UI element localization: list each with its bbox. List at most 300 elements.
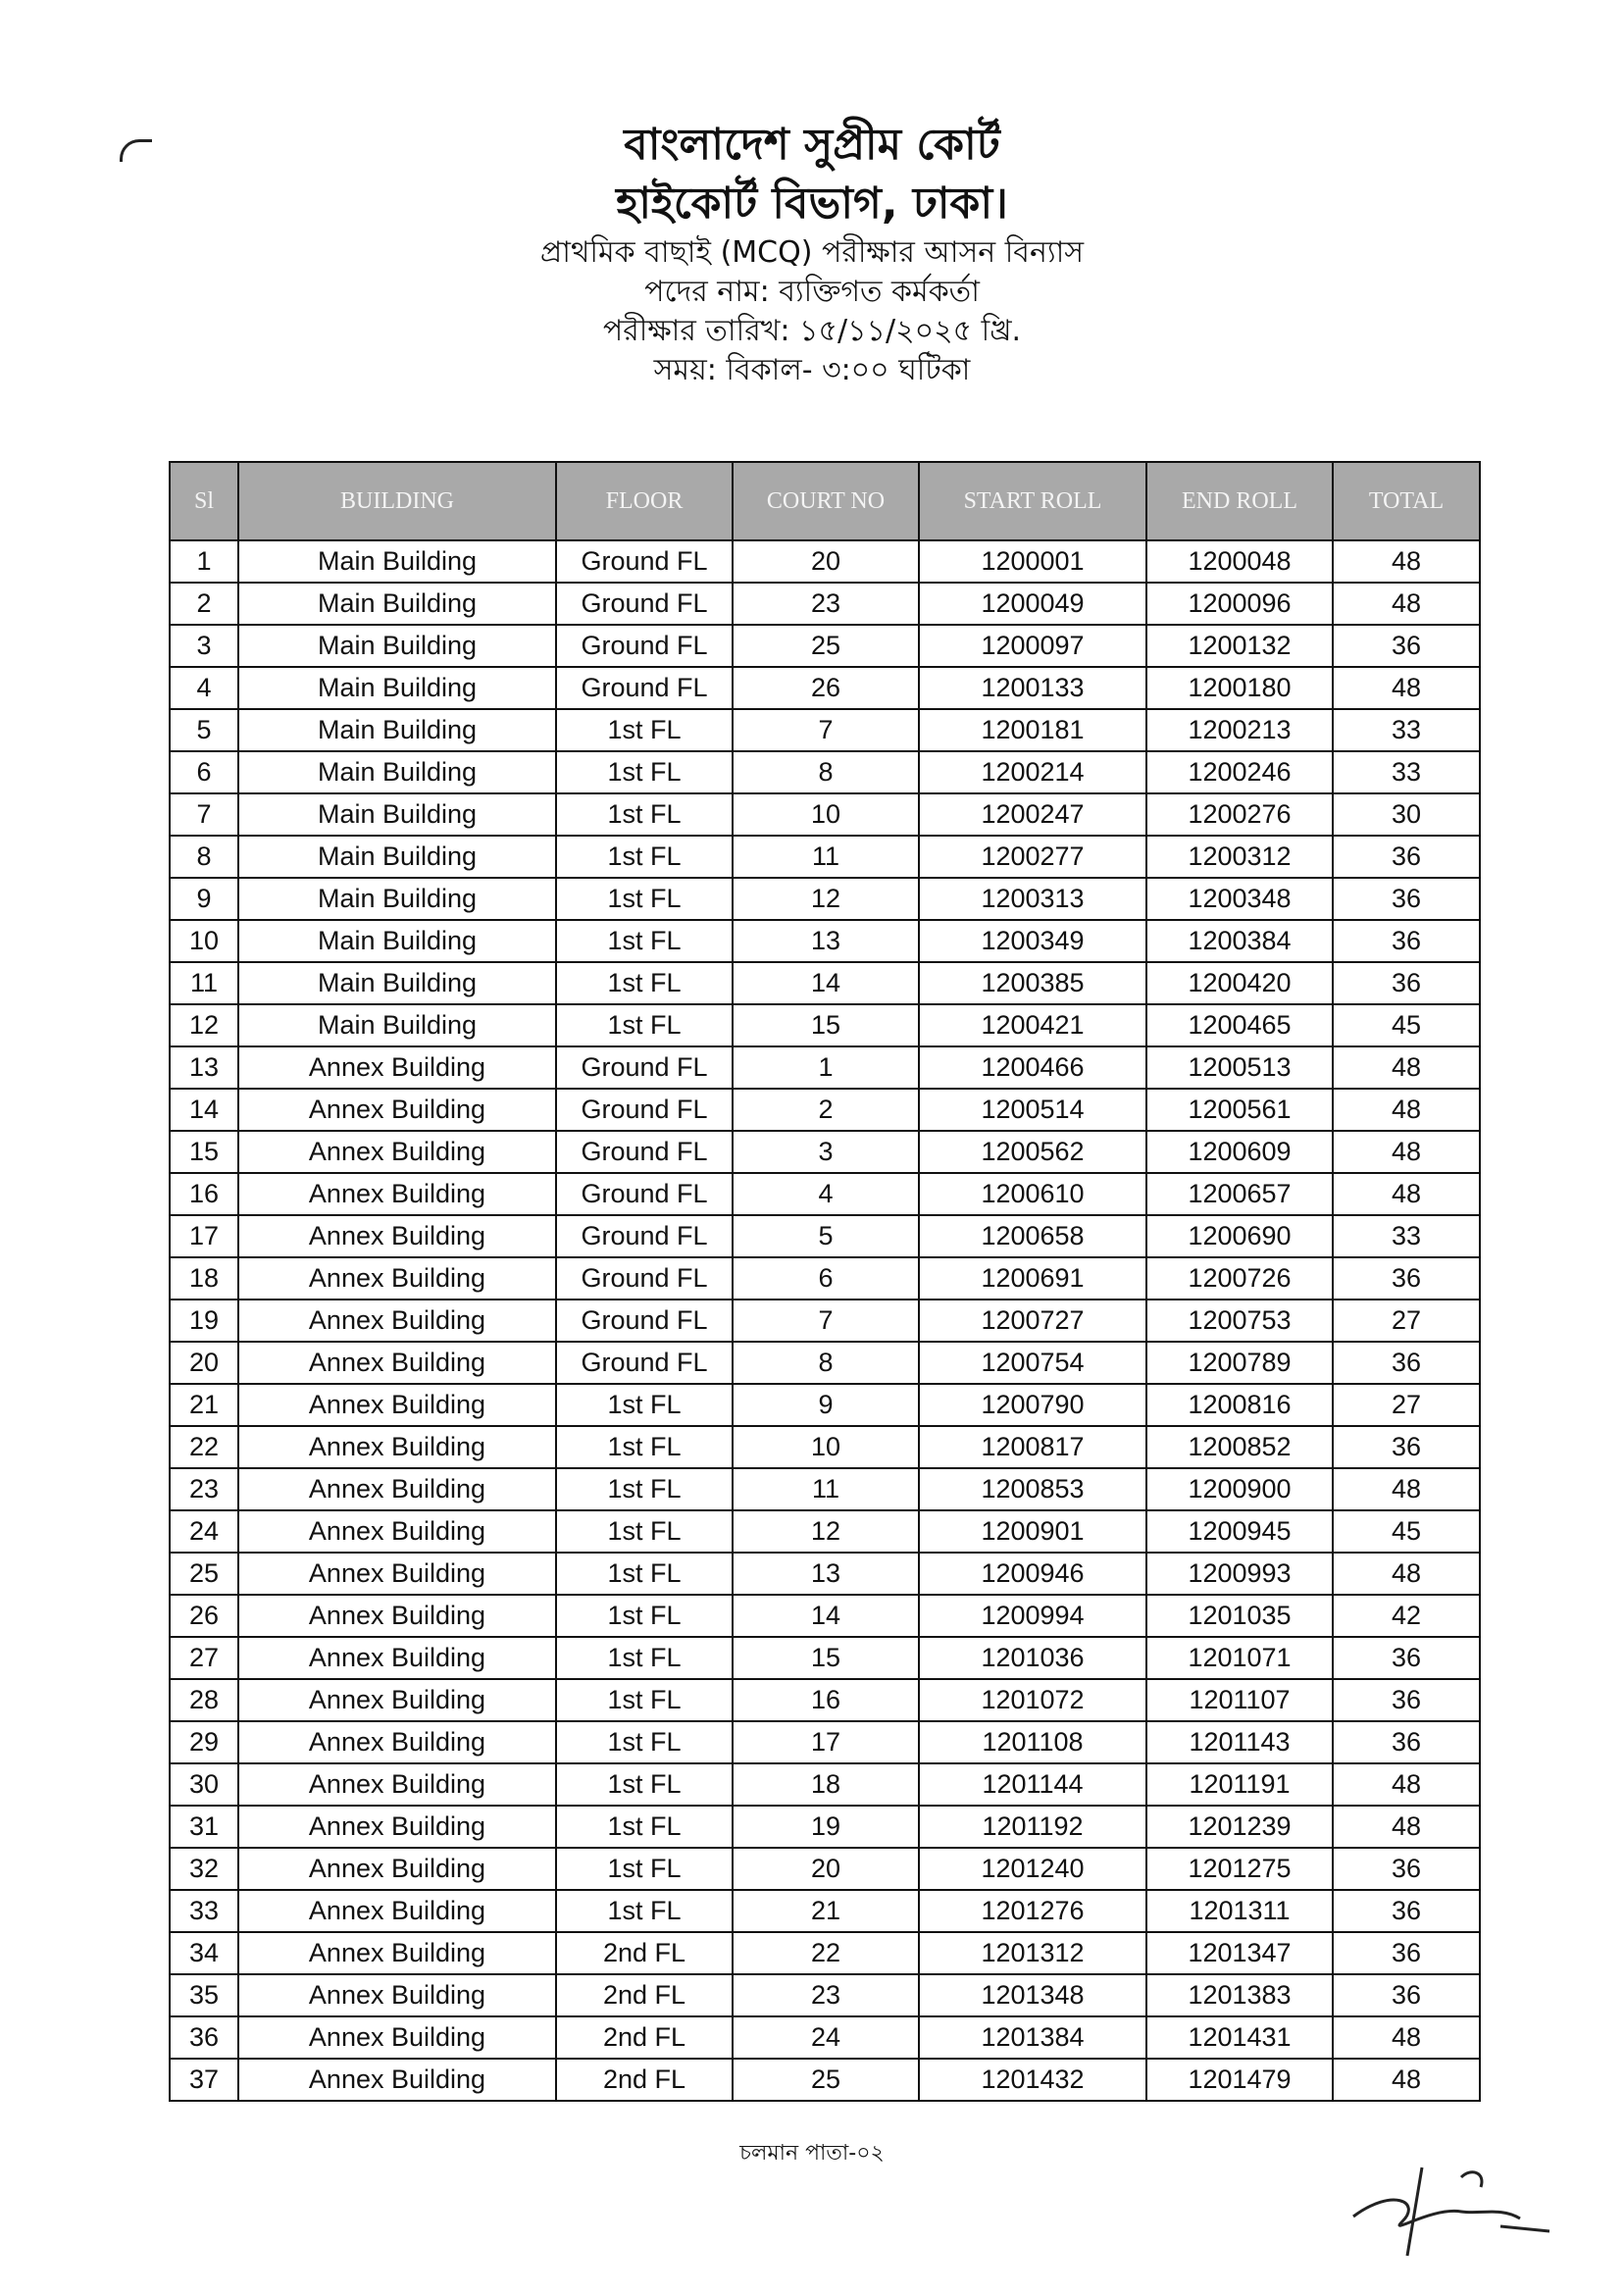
table-cell: 1st FL [556, 709, 733, 751]
table-cell: Main Building [238, 920, 556, 962]
table-cell: 7 [733, 709, 919, 751]
table-cell: 36 [1333, 1257, 1480, 1300]
table-cell: 1200514 [919, 1089, 1146, 1131]
table-cell: 1st FL [556, 920, 733, 962]
table-cell: 1201312 [919, 1932, 1146, 1974]
table-cell: 1st FL [556, 1426, 733, 1468]
table-cell: 1200658 [919, 1215, 1146, 1257]
table-cell: 1200852 [1146, 1426, 1333, 1468]
table-cell: 36 [170, 2016, 238, 2059]
table-cell: 1st FL [556, 1763, 733, 1806]
table-body [170, 540, 1480, 2101]
table-cell: 16 [733, 1679, 919, 1721]
table-cell: Annex Building [238, 1510, 556, 1553]
table-cell: Main Building [238, 878, 556, 920]
table-cell: 4 [170, 667, 238, 709]
table-cell: 1 [733, 1046, 919, 1089]
table-cell: 20 [733, 540, 919, 583]
table-row [170, 1426, 1480, 1468]
table-cell: 32 [170, 1848, 238, 1890]
table-cell: 2nd FL [556, 1932, 733, 1974]
table-cell: 15 [733, 1637, 919, 1679]
table-cell: 1200349 [919, 920, 1146, 962]
table-cell: 1200610 [919, 1173, 1146, 1215]
continuation-note: চলমান পাতা-০২ [739, 2141, 885, 2166]
table-cell: Main Building [238, 540, 556, 583]
table-cell: Annex Building [238, 1932, 556, 1974]
table-cell: 2nd FL [556, 2016, 733, 2059]
seat-plan-table [169, 461, 1481, 2102]
table-cell: 1200946 [919, 1553, 1146, 1595]
table-cell: Main Building [238, 667, 556, 709]
table-cell: 1201192 [919, 1806, 1146, 1848]
table-cell: 21 [733, 1890, 919, 1932]
table-cell: 1200790 [919, 1384, 1146, 1426]
table-row [170, 2016, 1480, 2059]
table-cell: 1200901 [919, 1510, 1146, 1553]
table-cell: Ground FL [556, 1046, 733, 1089]
table-cell: 27 [1333, 1384, 1480, 1426]
table-cell: 10 [170, 920, 238, 962]
table-cell: 14 [733, 1595, 919, 1637]
table-cell: 1200727 [919, 1300, 1146, 1342]
document-header [0, 116, 1624, 390]
table-cell: 1st FL [556, 962, 733, 1004]
table-cell: 36 [1333, 1679, 1480, 1721]
table-row [170, 1468, 1480, 1510]
table-cell: 1201384 [919, 2016, 1146, 2059]
table-cell: 1200097 [919, 625, 1146, 667]
table-cell: 1201035 [1146, 1595, 1333, 1637]
column-header: END ROLL [1146, 462, 1333, 540]
table-cell: Ground FL [556, 1131, 733, 1173]
table-cell: 1201383 [1146, 1974, 1333, 2016]
table-cell: Annex Building [238, 2016, 556, 2059]
table-cell: 14 [733, 962, 919, 1004]
table-cell: 48 [1333, 1553, 1480, 1595]
table-cell: 1200276 [1146, 793, 1333, 836]
column-header: START ROLL [919, 462, 1146, 540]
table-row [170, 625, 1480, 667]
table-row [170, 583, 1480, 625]
table-cell: Annex Building [238, 1300, 556, 1342]
table-cell: 1200384 [1146, 920, 1333, 962]
table-cell: 1201071 [1146, 1637, 1333, 1679]
table-cell: Annex Building [238, 1637, 556, 1679]
table-row [170, 1553, 1480, 1595]
table-row [170, 2059, 1480, 2101]
table-cell: 1st FL [556, 1721, 733, 1763]
column-header: TOTAL [1333, 462, 1480, 540]
table-cell: 45 [1333, 1510, 1480, 1553]
table-cell: Ground FL [556, 667, 733, 709]
table-cell: Annex Building [238, 1131, 556, 1173]
table-cell: 12 [733, 1510, 919, 1553]
table-cell: 17 [170, 1215, 238, 1257]
table-cell: 25 [733, 625, 919, 667]
table-cell: 1201348 [919, 1974, 1146, 2016]
division-title: হাইকোর্ট বিভাগ, ঢাকা। [616, 178, 1008, 229]
table-cell: 6 [170, 751, 238, 793]
table-cell: 10 [733, 1426, 919, 1468]
table-cell: 1200096 [1146, 583, 1333, 625]
table-cell: 36 [1333, 1721, 1480, 1763]
table-cell: Main Building [238, 709, 556, 751]
table-cell: 34 [170, 1932, 238, 1974]
table-cell: Annex Building [238, 1173, 556, 1215]
table-cell: 1st FL [556, 878, 733, 920]
table-cell: 1200789 [1146, 1342, 1333, 1384]
table-cell: 33 [170, 1890, 238, 1932]
table-row [170, 709, 1480, 751]
table-row [170, 1848, 1480, 1890]
table-cell: 3 [170, 625, 238, 667]
table-cell: 14 [170, 1089, 238, 1131]
table-cell: 1200562 [919, 1131, 1146, 1173]
table-cell: 1200993 [1146, 1553, 1333, 1595]
table-cell: 18 [170, 1257, 238, 1300]
table-cell: 1st FL [556, 1848, 733, 1890]
table-cell: 23 [733, 1974, 919, 2016]
table-row [170, 1806, 1480, 1848]
table-cell: Main Building [238, 1004, 556, 1046]
table-cell: 1st FL [556, 1004, 733, 1046]
table-cell: 7 [733, 1300, 919, 1342]
table-cell: 19 [170, 1300, 238, 1342]
table-row [170, 1763, 1480, 1806]
table-row [170, 1384, 1480, 1426]
table-cell: Ground FL [556, 1173, 733, 1215]
table-row [170, 1257, 1480, 1300]
table-cell: 1st FL [556, 1384, 733, 1426]
table-cell: 1200690 [1146, 1215, 1333, 1257]
table-cell: Main Building [238, 836, 556, 878]
table-cell: 1201432 [919, 2059, 1146, 2101]
table-cell: 1200048 [1146, 540, 1333, 583]
table-cell: 1200754 [919, 1342, 1146, 1384]
post-name: পদের নাম: ব্যক্তিগত কর্মকর্তা [644, 275, 980, 309]
table-cell: 2nd FL [556, 2059, 733, 2101]
table-cell: Annex Building [238, 1089, 556, 1131]
table-cell: 33 [1333, 1215, 1480, 1257]
table-cell: 1200049 [919, 583, 1146, 625]
table-cell: 1st FL [556, 793, 733, 836]
table-cell: 48 [1333, 2016, 1480, 2059]
table-cell: 36 [1333, 1890, 1480, 1932]
table-row [170, 1131, 1480, 1173]
table-cell: 1200900 [1146, 1468, 1333, 1510]
table-cell: 27 [1333, 1300, 1480, 1342]
table-cell: 36 [1333, 1848, 1480, 1890]
table-cell: Ground FL [556, 1257, 733, 1300]
table-cell: 19 [733, 1806, 919, 1848]
table-row [170, 836, 1480, 878]
table-cell: 35 [170, 1974, 238, 2016]
table-cell: 1200657 [1146, 1173, 1333, 1215]
table-cell: 1200466 [919, 1046, 1146, 1089]
table-cell: 1st FL [556, 1553, 733, 1595]
table-row [170, 540, 1480, 583]
table-row [170, 1974, 1480, 2016]
exam-title: প্রাথমিক বাছাই (MCQ) পরীক্ষার আসন বিন্যাস [539, 235, 1085, 270]
table-cell: 1200385 [919, 962, 1146, 1004]
table-cell: 25 [733, 2059, 919, 2101]
table-cell: 1200421 [919, 1004, 1146, 1046]
table-cell: 1st FL [556, 1468, 733, 1510]
table-cell: Ground FL [556, 1089, 733, 1131]
table-cell: 2 [733, 1089, 919, 1131]
column-header: BUILDING [238, 462, 556, 540]
table-cell: 12 [170, 1004, 238, 1046]
table-cell: 1200132 [1146, 625, 1333, 667]
table-cell: 1200277 [919, 836, 1146, 878]
table-cell: 26 [733, 667, 919, 709]
table-cell: Main Building [238, 793, 556, 836]
table-cell: 13 [733, 1553, 919, 1595]
table-cell: 31 [170, 1806, 238, 1848]
table-cell: 1200214 [919, 751, 1146, 793]
table-cell: Annex Building [238, 1721, 556, 1763]
table-cell: 2 [170, 583, 238, 625]
table-cell: 1200753 [1146, 1300, 1333, 1342]
table-cell: 1200246 [1146, 751, 1333, 793]
table-row [170, 1342, 1480, 1384]
table-cell: 1201239 [1146, 1806, 1333, 1848]
table-row [170, 1721, 1480, 1763]
table-cell: 36 [1333, 1932, 1480, 1974]
table-cell: 1200313 [919, 878, 1146, 920]
table-cell: 2nd FL [556, 1974, 733, 2016]
table-cell: Annex Building [238, 1553, 556, 1595]
table-cell: 48 [1333, 1468, 1480, 1510]
table-cell: Annex Building [238, 1046, 556, 1089]
table-cell: 15 [733, 1004, 919, 1046]
table-cell: Annex Building [238, 1384, 556, 1426]
table-cell: 17 [733, 1721, 919, 1763]
table-cell: Annex Building [238, 1763, 556, 1806]
exam-time: সময়: বিকাল- ৩:০০ ঘটিকা [653, 353, 971, 387]
table-cell: 20 [733, 1848, 919, 1890]
table-cell: Ground FL [556, 1300, 733, 1342]
table-cell: Annex Building [238, 1595, 556, 1637]
table-cell: 1201431 [1146, 2016, 1333, 2059]
table-cell: 24 [170, 1510, 238, 1553]
table-cell: 1st FL [556, 1890, 733, 1932]
table-cell: Annex Building [238, 1974, 556, 2016]
table-cell: 37 [170, 2059, 238, 2101]
table-cell: 1201479 [1146, 2059, 1333, 2101]
table-cell: 48 [1333, 1089, 1480, 1131]
table-cell: 1201240 [919, 1848, 1146, 1890]
table-cell: 1201191 [1146, 1763, 1333, 1806]
table-cell: 16 [170, 1173, 238, 1215]
table-cell: Ground FL [556, 1342, 733, 1384]
table-row [170, 793, 1480, 836]
table-cell: 36 [1333, 1426, 1480, 1468]
table-cell: 36 [1333, 920, 1480, 962]
table-cell: 6 [733, 1257, 919, 1300]
table-header-row [170, 462, 1480, 540]
table-cell: Annex Building [238, 1468, 556, 1510]
table-cell: 26 [170, 1595, 238, 1637]
table-row [170, 878, 1480, 920]
handwritten-signature-icon [1314, 2148, 1569, 2266]
table-cell: 1st FL [556, 751, 733, 793]
table-cell: 5 [733, 1215, 919, 1257]
table-cell: 1200312 [1146, 836, 1333, 878]
table-cell: Ground FL [556, 540, 733, 583]
table-cell: 36 [1333, 962, 1480, 1004]
table-cell: Ground FL [556, 625, 733, 667]
table-cell: 1200816 [1146, 1384, 1333, 1426]
table-row [170, 751, 1480, 793]
table-row [170, 1890, 1480, 1932]
table-cell: Annex Building [238, 1679, 556, 1721]
table-cell: 25 [170, 1553, 238, 1595]
table-cell: 9 [733, 1384, 919, 1426]
table-cell: 1201072 [919, 1679, 1146, 1721]
table-row [170, 1510, 1480, 1553]
table-cell: 48 [1333, 583, 1480, 625]
table-row [170, 1679, 1480, 1721]
table-cell: 4 [733, 1173, 919, 1215]
table-cell: Annex Building [238, 1215, 556, 1257]
table-cell: 11 [733, 1468, 919, 1510]
table-cell: 11 [170, 962, 238, 1004]
table-cell: 1200348 [1146, 878, 1333, 920]
table-cell: 1 [170, 540, 238, 583]
table-cell: 23 [170, 1468, 238, 1510]
table-cell: 36 [1333, 1974, 1480, 2016]
table-cell: 48 [1333, 1131, 1480, 1173]
table-cell: 1200213 [1146, 709, 1333, 751]
table-cell: 1st FL [556, 1595, 733, 1637]
table-row [170, 1300, 1480, 1342]
table-cell: 13 [733, 920, 919, 962]
table-row [170, 1595, 1480, 1637]
table-cell: 21 [170, 1384, 238, 1426]
table-row [170, 1932, 1480, 1974]
table-cell: Ground FL [556, 583, 733, 625]
table-cell: 1200994 [919, 1595, 1146, 1637]
table-cell: Ground FL [556, 1215, 733, 1257]
table-row [170, 1089, 1480, 1131]
table-row [170, 1637, 1480, 1679]
table-cell: 13 [170, 1046, 238, 1089]
table-cell: 1200691 [919, 1257, 1146, 1300]
table-cell: 1201276 [919, 1890, 1146, 1932]
table-cell: 30 [170, 1763, 238, 1806]
table-cell: 33 [1333, 751, 1480, 793]
table-cell: 1201144 [919, 1763, 1146, 1806]
table-cell: 15 [170, 1131, 238, 1173]
table-cell: 1201036 [919, 1637, 1146, 1679]
table-cell: 1200133 [919, 667, 1146, 709]
table-cell: 1st FL [556, 1679, 733, 1721]
table-cell: 36 [1333, 1342, 1480, 1384]
column-header: COURT NO [733, 462, 919, 540]
table-cell: 1201275 [1146, 1848, 1333, 1890]
table-cell: 1201108 [919, 1721, 1146, 1763]
table-cell: 1200817 [919, 1426, 1146, 1468]
table-cell: 30 [1333, 793, 1480, 836]
table-cell: 1200181 [919, 709, 1146, 751]
table-cell: 3 [733, 1131, 919, 1173]
table-cell: 1201107 [1146, 1679, 1333, 1721]
table-cell: 23 [733, 583, 919, 625]
table-cell: 1st FL [556, 836, 733, 878]
table-cell: Annex Building [238, 1848, 556, 1890]
table-cell: 8 [733, 751, 919, 793]
table-cell: Main Building [238, 625, 556, 667]
table-row [170, 1173, 1480, 1215]
table-cell: 48 [1333, 2059, 1480, 2101]
table-cell: 42 [1333, 1595, 1480, 1637]
table-row [170, 1004, 1480, 1046]
table-cell: 8 [170, 836, 238, 878]
table-cell: 1st FL [556, 1510, 733, 1553]
table-cell: 8 [733, 1342, 919, 1384]
table-cell: 7 [170, 793, 238, 836]
table-cell: 36 [1333, 1637, 1480, 1679]
table-row [170, 920, 1480, 962]
table-row [170, 962, 1480, 1004]
table-cell: 12 [733, 878, 919, 920]
table-cell: 24 [733, 2016, 919, 2059]
table-cell: 1200853 [919, 1468, 1146, 1510]
table-cell: 1200465 [1146, 1004, 1333, 1046]
table-cell: 27 [170, 1637, 238, 1679]
table-cell: Main Building [238, 962, 556, 1004]
column-header: Sl [170, 462, 238, 540]
table-cell: 1200561 [1146, 1089, 1333, 1131]
table-cell: 48 [1333, 1046, 1480, 1089]
table-cell: 10 [733, 793, 919, 836]
table-cell: 22 [170, 1426, 238, 1468]
table-cell: 36 [1333, 625, 1480, 667]
table-cell: Annex Building [238, 2059, 556, 2101]
court-title: বাংলাদেশ সুপ্রীম কোর্ট [624, 120, 1000, 170]
table-cell: 1200726 [1146, 1257, 1333, 1300]
table-cell: 9 [170, 878, 238, 920]
table-cell: 1200247 [919, 793, 1146, 836]
table-cell: 48 [1333, 1763, 1480, 1806]
table-cell: 1200420 [1146, 962, 1333, 1004]
table-cell: 48 [1333, 1173, 1480, 1215]
table-cell: 48 [1333, 540, 1480, 583]
table-cell: 5 [170, 709, 238, 751]
column-header: FLOOR [556, 462, 733, 540]
table-cell: 36 [1333, 836, 1480, 878]
table-cell: 45 [1333, 1004, 1480, 1046]
table-cell: Annex Building [238, 1342, 556, 1384]
seat-plan-table-wrap [169, 461, 1479, 2102]
table-cell: Annex Building [238, 1890, 556, 1932]
table-row [170, 1046, 1480, 1089]
table-cell: 1200945 [1146, 1510, 1333, 1553]
table-cell: 1st FL [556, 1806, 733, 1848]
table-cell: 22 [733, 1932, 919, 1974]
exam-date: পরীক্ষার তারিখ: ১৫/১১/২০২৫ খ্রি. [602, 314, 1022, 348]
table-cell: 1200513 [1146, 1046, 1333, 1089]
table-cell: Main Building [238, 583, 556, 625]
table-row [170, 1215, 1480, 1257]
table-cell: 1201143 [1146, 1721, 1333, 1763]
table-cell: 1200001 [919, 540, 1146, 583]
table-cell: Annex Building [238, 1257, 556, 1300]
table-cell: Main Building [238, 751, 556, 793]
table-cell: 48 [1333, 667, 1480, 709]
